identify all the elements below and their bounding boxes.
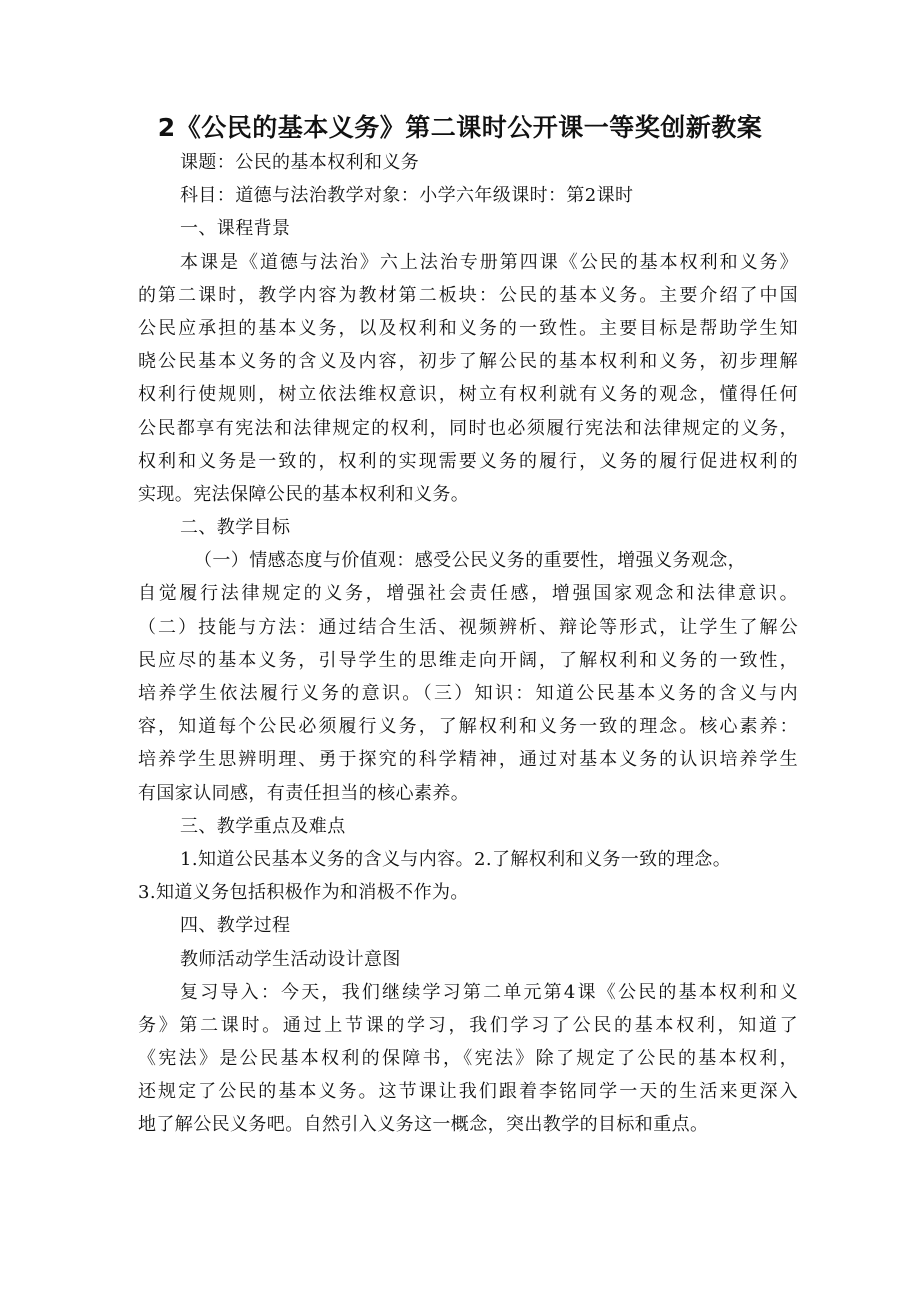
- paragraph-line: （二）技能与方法：通过结合生活、视频辨析、辩论等形式，让学生了解公: [138, 616, 798, 638]
- paragraph-line: （一）情感态度与价值观：感受公民义务的重要性，增强义务观念，: [194, 550, 746, 572]
- paragraph-line: 的第二课时，教学内容为教材第二板块：公民的基本义务。主要介绍了中国: [138, 284, 798, 306]
- section-heading-process: 四、教学过程: [180, 915, 291, 937]
- paragraph-line: 本课是《道德与法治》六上法治专册第四课《公民的基本权利和义务》: [180, 251, 798, 273]
- paragraph-line: 地了解公民义务吧。自然引入义务这一概念，突出教学的目标和重点。: [138, 1114, 709, 1136]
- paragraph-line: 还规定了公民的基本义务。这节课让我们跟着李铭同学一天的生活来更深入: [138, 1081, 798, 1103]
- paragraph-line: 公民应承担的基本义务，以及权利和义务的一致性。主要目标是帮助学生知: [138, 317, 798, 339]
- paragraph-line: 培养学生依法履行义务的意识。（三）知识：知道公民基本义务的含义与内: [138, 683, 798, 704]
- paragraph-line: 实现。宪法保障公民的基本权利和义务。: [138, 483, 470, 505]
- section-heading-background: 一、课程背景: [180, 218, 291, 240]
- paragraph-line: 《宪法》是公民基本权利的保障书，《宪法》除了规定了公民的基本权利，: [138, 1048, 798, 1070]
- table-header-line: 教师活动学生活动设计意图: [180, 948, 401, 970]
- text-line-subject: 课题：公民的基本权利和义务: [180, 152, 420, 173]
- section-heading-objectives: 二、教学目标: [180, 517, 291, 539]
- paragraph-line: 培养学生思辨明理、勇于探究的科学精神，通过对基本义务的认识培养学生: [138, 749, 798, 771]
- document-title: 2《公民的基本义务》第二课时公开课一等奖创新教案: [157, 113, 763, 142]
- paragraph-line: 晓公民基本义务的含义及内容，初步了解公民的基本权利和义务，初步理解: [138, 351, 798, 373]
- text-line-course-info: 科目：道德与法治教学对象：小学六年级课时：第2课时: [180, 185, 634, 207]
- paragraph-line: 自觉履行法律规定的义务，增强社会责任感，增强国家观念和法律意识。: [138, 583, 798, 605]
- section-heading-key-points: 三、教学重点及难点: [180, 815, 346, 837]
- paragraph-line: 1.知道公民基本义务的含义与内容。2.了解权利和义务一致的理念。: [180, 848, 732, 870]
- document-body: [138, 146, 798, 1142]
- paragraph-line: 权利和义务是一致的，权利的实现需要义务的履行，义务的履行促进权利的: [138, 450, 798, 472]
- paragraph-line: 容，知道每个公民必须履行义务，了解权利和义务一致的理念。核心素养：: [138, 716, 798, 738]
- paragraph-line: 复习导入：今天，我们继续学习第二单元第4课《公民的基本权利和义: [180, 981, 798, 1003]
- paragraph-line: 权利行使规则，树立依法维权意识，树立有权利就有义务的观念，懂得任何: [138, 384, 798, 406]
- paragraph-line: 民应尽的基本义务，引导学生的思维走向开阔，了解权利和义务的一致性，: [138, 649, 798, 671]
- paragraph-line: 公民都享有宪法和法律规定的权利，同时也必须履行宪法和法律规定的义务，: [138, 417, 798, 439]
- paragraph-line: 3.知道义务包括积极作为和消极不作为。: [138, 882, 469, 904]
- paragraph-line: 有国家认同感，有责任担当的核心素养。: [138, 782, 470, 804]
- paragraph-line: 务》第二课时。通过上节课的学习，我们学习了公民的基本权利，知道了: [138, 1014, 798, 1036]
